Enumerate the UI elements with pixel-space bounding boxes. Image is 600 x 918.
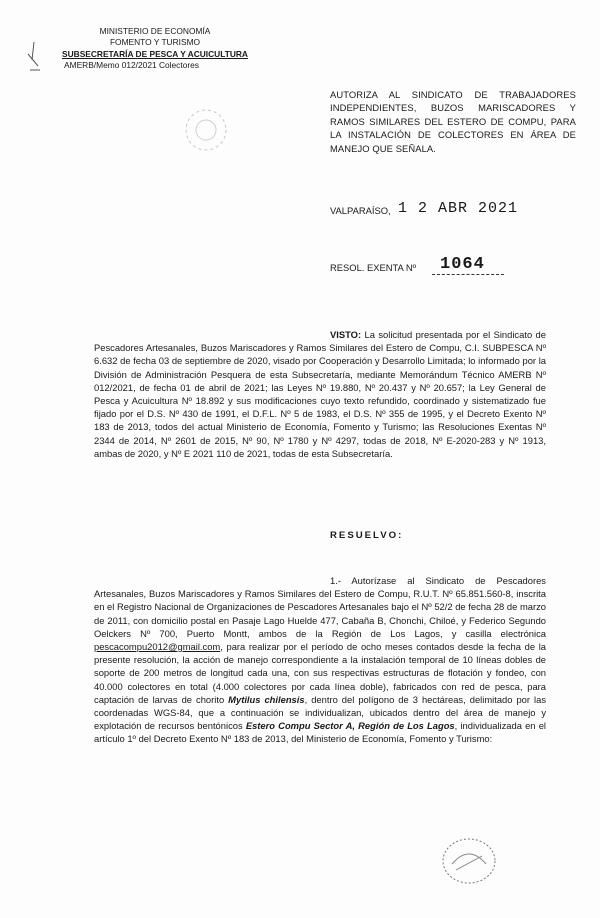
article-1-middle-2: , dentro del polígono de 3 hectáreas, delimitado por las coordenadas WGS-84, que a continuación se individualizan, ubicados dentro del área de manejo y explotación de recursos bentónicos bbox=[94, 693, 547, 732]
resolution-underline bbox=[432, 274, 504, 275]
article-1-tail: , individualizada en el artículo 1º del Decreto Exento Nº 183 de 2013, del Ministerio de Economía, Fomento y Turismo: bbox=[94, 720, 546, 745]
faint-seal bbox=[178, 104, 234, 156]
article-1-lead: 1.- Autorízase al Sindicato de Pescadores Artesanales, Buzos Mariscadores y Ramos Similares del Estero de Compu, R.U.T. Nº 65.851.560-8, inscrita en el Registro Nacional de Organizaciones de Pescadores Artesanales bajo el Nº 52/2 de fecha 28 de marzo de 2011, con domicilio postal en Pasaje Lago Huelde 477, Cabaña B, Chonchi, Chiloé, y Federico Segundo Oelckers Nº 700, Puerto Montt, ambos de la Región de Los Lagos, y casilla electrónica bbox=[94, 575, 546, 639]
date-stamp: 1 2 ABR 2021 bbox=[398, 200, 519, 217]
official-stamp bbox=[438, 834, 500, 888]
institution-header bbox=[60, 26, 250, 72]
visto-label: VISTO: bbox=[330, 329, 362, 340]
article-1-middle: , para realizar por el período de ocho meses contados desde la fecha de la presente resolución, la acción de manejo correspondiente a la instalación temporal de 10 líneas dobles de soporte de 200 metros de longitud cada una, con sus respectivas estructuras de flotación y fondeo, con 40.000 colectores en total (4.000 colectores por cada línea doble), fabricados con red de pesca, para captación de larvas de chorito bbox=[94, 641, 546, 705]
place-label: VALPARAÍSO, bbox=[330, 205, 391, 216]
reference-line: AMERB/Memo 012/2021 Colectores bbox=[64, 60, 199, 71]
species-name: Mytilus chilensis bbox=[228, 693, 305, 705]
ministry-line: MINISTERIO DE ECONOMÍA bbox=[99, 26, 211, 36]
handwritten-mark bbox=[22, 40, 46, 76]
ministry-line-2: FOMENTO Y TURISMO bbox=[109, 37, 201, 48]
resuelvo-heading: RESUELVO: bbox=[330, 530, 404, 541]
resolution-title: AUTORIZA AL SINDICATO DE TRABAJADORES INDEPENDIENTES, BUZOS MARISCADORES Y RAMOS SIMILARES DEL ESTERO DE COMPU, PARA LA INSTALACIÓN DE COLECTORES EN ÁREA DE MANEJO QUE SEÑALA. bbox=[330, 89, 576, 154]
email-link[interactable]: pescacompu2012@gmail.com bbox=[94, 641, 221, 653]
resolution-label: RESOL. EXENTA Nº bbox=[330, 262, 417, 273]
subsecretaria-line: SUBSECRETARÍA DE PESCA Y ACUICULTURA bbox=[62, 48, 248, 59]
resolution-number: 1064 bbox=[440, 255, 485, 274]
visto-paragraph bbox=[94, 328, 546, 460]
visto-text: La solicitud presentada por el Sindicato de Pescadores Artesanales, Buzos Mariscadores y Ramos Similares del Estero de Compu, C.I. SUBPESCA Nº 6.632 de fecha 03 de septiembre de 2020, visado por Cooperación y Desarrollo Limitada; lo informado por la División de Administración Pesquera de esta Subsecretaría, mediante Memorándum Técnico AMERB Nº 012/2021, de fecha 01 de abril de 2021; las Leyes Nº 19.880, Nº 20.437 y Nº 20.657; la Ley General de Pesca y Acuicultura Nº 18.892 y sus modificaciones cuyo texto refundido, coordinado y sistematizado fue fijado por el D.S. Nº 430 de 1991, el D.F.L. Nº 5 de 1983, el D.S. Nº 355 de 1995, y el Decreto Exento Nº 183 de 2013, todos del actual Ministerio de Economía, Fomento y Turismo; las Resoluciones Exentas Nº 2344 de 2014, Nº 2601 de 2015, Nº 90, Nº 1780 y Nº 4297, todas de 2018, Nº E-2020-283 y Nº 1913, ambas de 2020, y Nº E 2021 110 de 2021, todas de esta Subsecretaría. bbox=[94, 329, 546, 459]
area-name: Estero Compu Sector A, Región de Los Lagos bbox=[245, 720, 455, 732]
article-1 bbox=[94, 574, 546, 746]
